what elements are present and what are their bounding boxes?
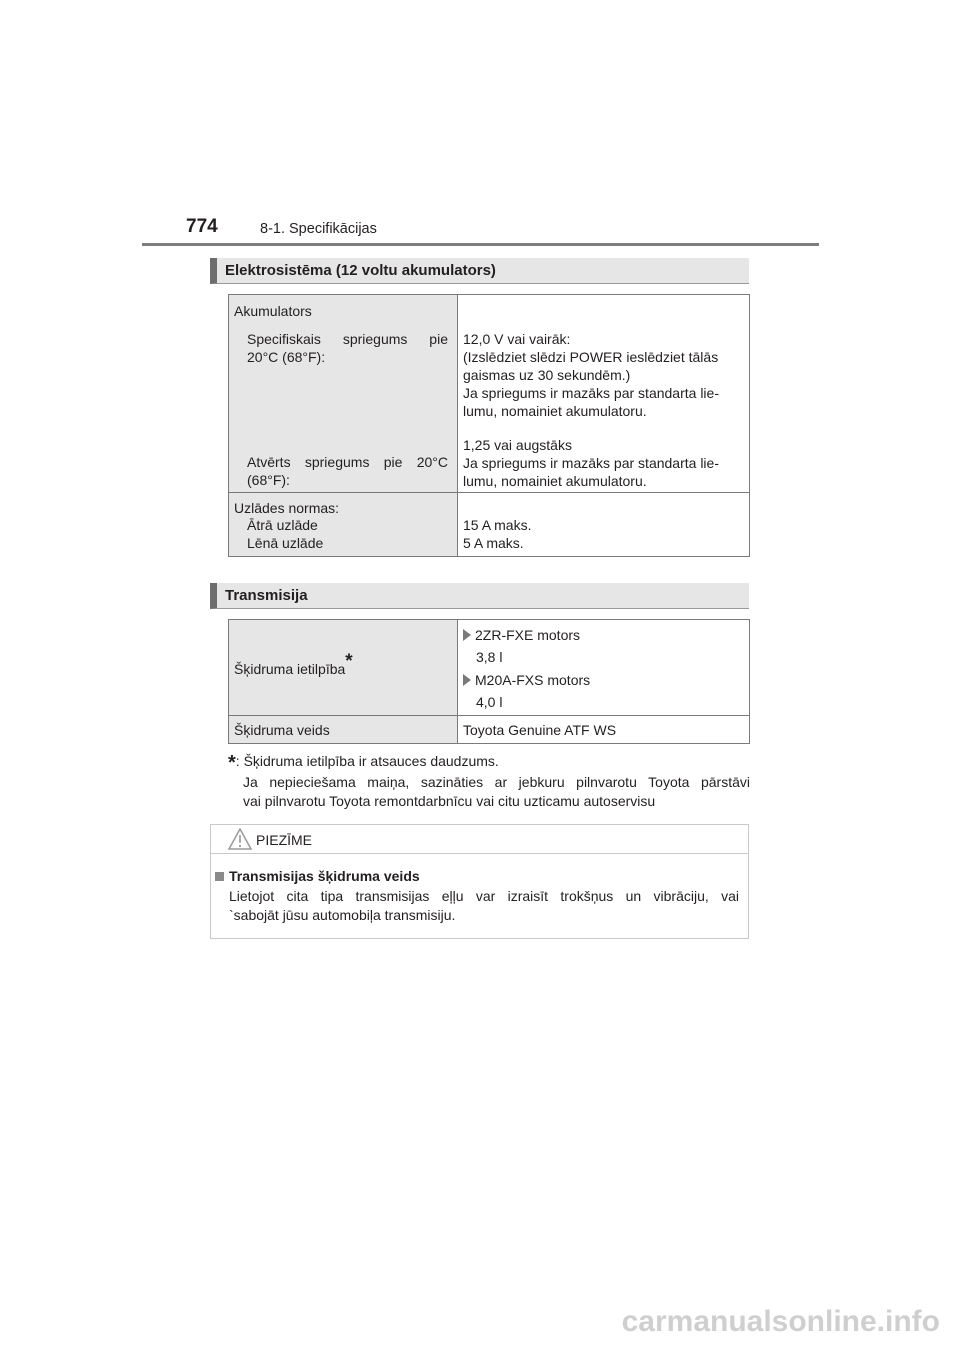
warning-icon — [228, 828, 252, 855]
battery-label-cell — [229, 295, 458, 493]
open-voltage-label-1: Atvērts spriegums pie 20°C — [247, 454, 448, 470]
watermark-text: carmanualsonline.info — [621, 1305, 940, 1338]
square-bullet-icon — [215, 872, 224, 881]
fluid-type-value: Toyota Genuine ATF WS — [463, 722, 617, 738]
fluid-type-label: Šķidruma veids — [234, 722, 330, 738]
section-reference: 8-1. Specifikācijas — [260, 221, 377, 237]
capacity-label: Šķidruma ietilpība — [234, 661, 346, 677]
watermark-logo — [0, 1301, 960, 1346]
spec-voltage-label-1: Specifiskais spriegums pie — [247, 331, 448, 347]
fast-charge-value: 15 A maks. — [463, 517, 532, 533]
footnote-star: * — [228, 752, 236, 774]
charge-label-cell — [229, 493, 458, 557]
open-voltage-value-2: Ja spriegums ir mazāks par standarta lie- — [463, 455, 719, 471]
spec-voltage-value-2: (Izslēdziet slēdzi POWER ieslēdziet tālās — [463, 349, 719, 365]
note-heading: PIEZĪME — [256, 832, 313, 848]
engine-2-capacity: 4,0 l — [476, 694, 503, 710]
fluid-type-value-cell — [458, 716, 750, 744]
transmission-spec-table — [228, 619, 750, 744]
electrical-heading-text: Elektrosistēma (12 voltu akumulators) — [225, 262, 496, 279]
capacity-footnote-star: * — [345, 651, 353, 672]
electrical-spec-table — [228, 294, 750, 557]
battery-label: Akumulators — [234, 303, 312, 319]
slow-charge-value: 5 A maks. — [463, 535, 524, 551]
fast-charge-label: Ātrā uzlāde — [247, 517, 318, 533]
spec-voltage-label-2: 20°C (68°F): — [247, 349, 326, 365]
engine-2-label: M20A-FXS motors — [475, 672, 591, 688]
charge-value-cell — [458, 493, 750, 557]
note-header — [211, 825, 748, 854]
footnote-line-2: Ja nepieciešama maiņa, sazināties ar jebkuru pilnvarotu Toyota pārstāvi — [243, 774, 750, 790]
electrical-section-heading — [210, 258, 749, 284]
spec-voltage-value-1: 12,0 V vai vairāk: — [463, 331, 571, 347]
spec-voltage-value-5: lumu, nomainiet akumulatoru. — [463, 403, 647, 419]
footnote-line-1: : Šķidruma ietilpība ir atsauces daudzums. — [235, 753, 499, 769]
capacity-label-cell — [229, 620, 458, 716]
transmission-heading-text: Transmisija — [225, 587, 308, 604]
charge-label: Uzlādes normas: — [234, 500, 340, 516]
arrow-right-icon — [463, 674, 471, 686]
page-number: 774 — [186, 216, 218, 237]
note-body — [229, 887, 739, 925]
note-box — [210, 824, 749, 939]
footnote — [228, 752, 750, 811]
open-voltage-value-3: lumu, nomainiet akumulatoru. — [463, 473, 647, 489]
open-voltage-value-1: 1,25 vai augstāks — [463, 437, 572, 453]
open-voltage-label-2: (68°F): — [247, 472, 290, 488]
arrow-right-icon — [463, 629, 471, 641]
header-rule — [142, 243, 819, 246]
note-body-line-1: Lietojot cita tipa transmisijas eļļu var izraisīt trokšņus un vibrāciju, vai — [229, 888, 739, 904]
spec-voltage-value-3: gaismas uz 30 sekundēm.) — [463, 367, 631, 383]
fluid-type-label-cell — [229, 716, 458, 744]
battery-value-cell — [458, 295, 750, 493]
engine-1-capacity: 3,8 l — [476, 649, 503, 665]
note-title-text: Transmisijas šķidruma veids — [229, 868, 420, 884]
capacity-value-cell — [458, 620, 750, 716]
note-title — [215, 868, 420, 884]
note-body-line-2: `sabojāt jūsu automobiļa transmisiju. — [229, 907, 456, 923]
footnote-line-3: vai pilnvarotu Toyota remontdarbnīcu vai citu uzticamu autoservisu — [243, 793, 656, 809]
spec-voltage-value-4: Ja spriegums ir mazāks par standarta lie- — [463, 385, 719, 401]
transmission-section-heading — [210, 583, 749, 609]
engine-1-label: 2ZR-FXE motors — [475, 627, 581, 643]
slow-charge-label: Lēnā uzlāde — [247, 535, 324, 551]
